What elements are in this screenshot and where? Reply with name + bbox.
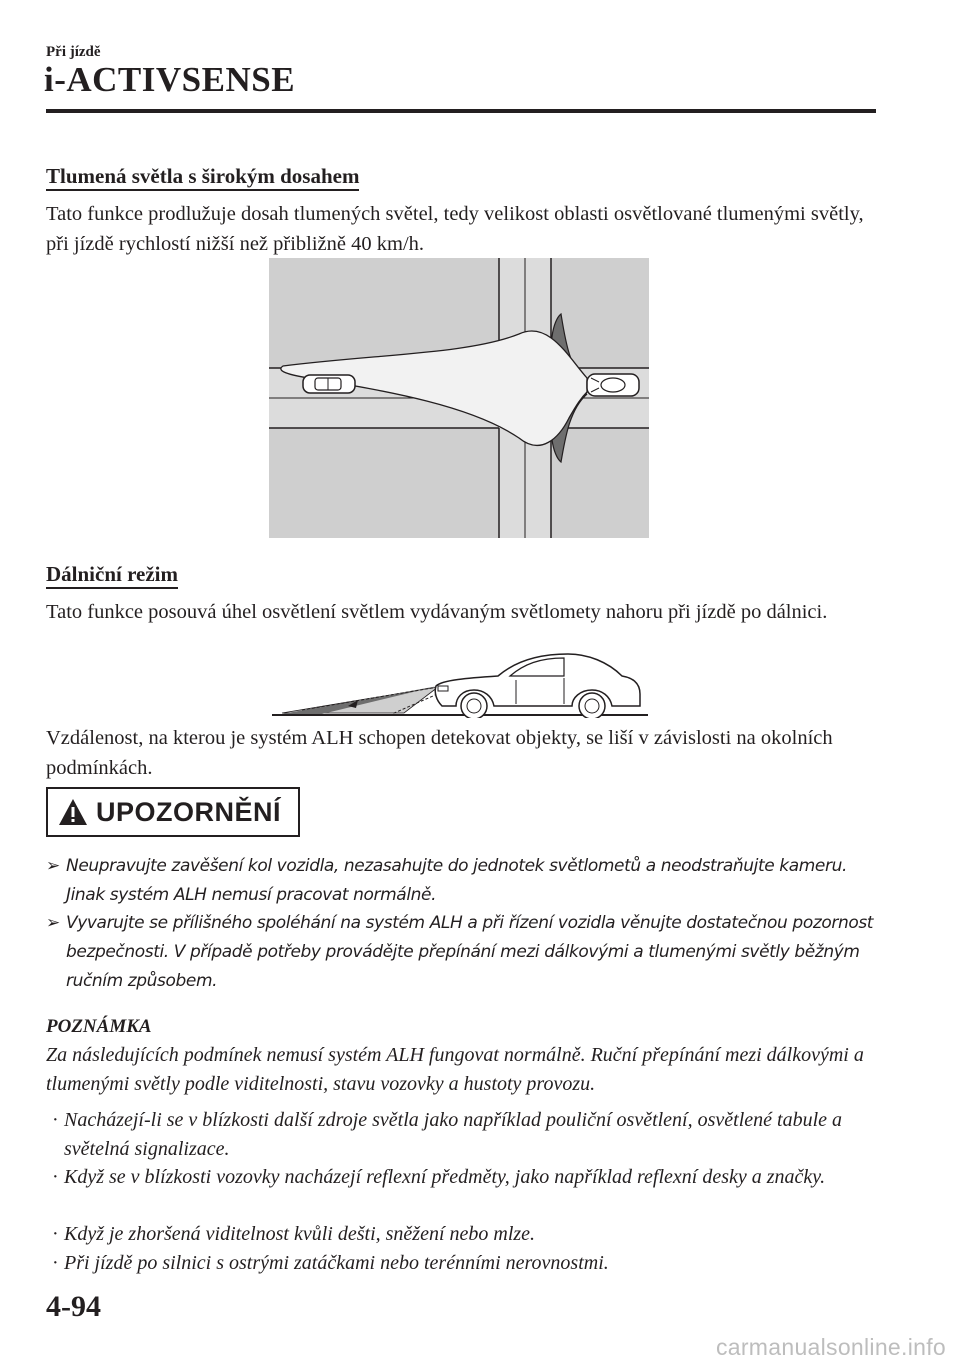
caution-item-text: Neupravujte zavěšení kol vozidla, nezasahujte do jednotek světlometů a neodstraňujte kameru. Jinak systém ALH nemusí pracovat normálně. — [66, 856, 847, 905]
subheading-highway-mode: Dálniční režim — [46, 562, 178, 589]
caution-item-text: Vyvarujte se přílišného spoléhání na systém ALH a při řízení vozidla věnujte dostatečnou pozornost bezpečnosti. V případě potřeby provádějte přepínání mezi dálkovými a tlumenými světly běžným ručním způsobem. — [66, 913, 874, 991]
note-bullet-text: Když se v blízkosti vozovky nacházejí reflexní předměty, jako například reflexní desky a značky. — [64, 1166, 826, 1188]
page-number: 4-94 — [46, 1290, 101, 1323]
note-bullet: · Při jízdě po silnici s ostrými zatáčkami nebo terénními nerovnostmi. — [52, 1249, 882, 1278]
paragraph-alh-distance: Vzdálenost, na kterou je systém ALH schopen detekovat objekty, se liší v závislosti na okolních podmínkách. — [46, 727, 833, 779]
note-title: POZNÁMKA — [46, 1016, 152, 1037]
paragraph-highway-mode: Tato funkce posouvá úhel osvětlení světlem vydávaným světlomety nahoru při jízdě po dálnici. — [46, 601, 828, 623]
note-bullet-text: Při jízdě po silnici s ostrými zatáčkami nebo terénními nerovnostmi. — [64, 1252, 609, 1274]
note-bullet: · Když je zhoršená viditelnost kvůli dešti, sněžení nebo mlze. — [52, 1220, 882, 1249]
section-title: i-ACTIVSENSE — [44, 60, 296, 99]
caution-item — [46, 909, 886, 996]
caution-bullet-icon: ➢ — [46, 913, 60, 933]
caution-box — [46, 787, 300, 837]
caution-bullet-icon: ➢ — [46, 856, 60, 876]
caution-label: UPOZORNĚNÍ — [96, 796, 282, 827]
note-text: Za následujících podmínek nemusí systém ALH fungovat normálně. Ruční přepínání mezi dálkovými a tlumenými světly podle viditelnosti, stavu vozovky a hustoty provozu. — [46, 1044, 864, 1095]
intersection-beam-illustration — [269, 258, 649, 538]
subheading-wide-low-beam: Tlumená světla s širokým dosahem — [46, 164, 359, 191]
note-bullet-text: Když je zhoršená viditelnost kvůli dešti, sněžení nebo mlze. — [64, 1223, 536, 1245]
warning-triangle-icon — [58, 798, 88, 826]
note-bullet: · Když se v blízkosti vozovky nacházejí reflexní předměty, jako například reflexní desky a značky. — [52, 1163, 882, 1192]
watermark: carmanualsonline.info — [715, 1334, 946, 1360]
chapter-kicker: Při jízdě — [46, 44, 101, 60]
note-bullet-text: Nacházejí-li se v blízkosti další zdroje světla jako například pouliční osvětlení, osvětlené tabule a světelná signalizace. — [64, 1109, 843, 1160]
header-rule — [46, 109, 876, 113]
note-bullet: · Nacházejí-li se v blízkosti další zdroje světla jako například pouliční osvětlení, osvětlené tabule a světelná signalizace. — [52, 1106, 882, 1164]
paragraph-wide-low-beam: Tato funkce prodlužuje dosah tlumených světel, tedy velikost oblasti osvětlované tlumenými světly, při jízdě rychlostí nižší než přibližně 40 km/h. — [46, 203, 864, 255]
highway-beam-illustration — [272, 648, 648, 718]
caution-item — [46, 852, 886, 910]
